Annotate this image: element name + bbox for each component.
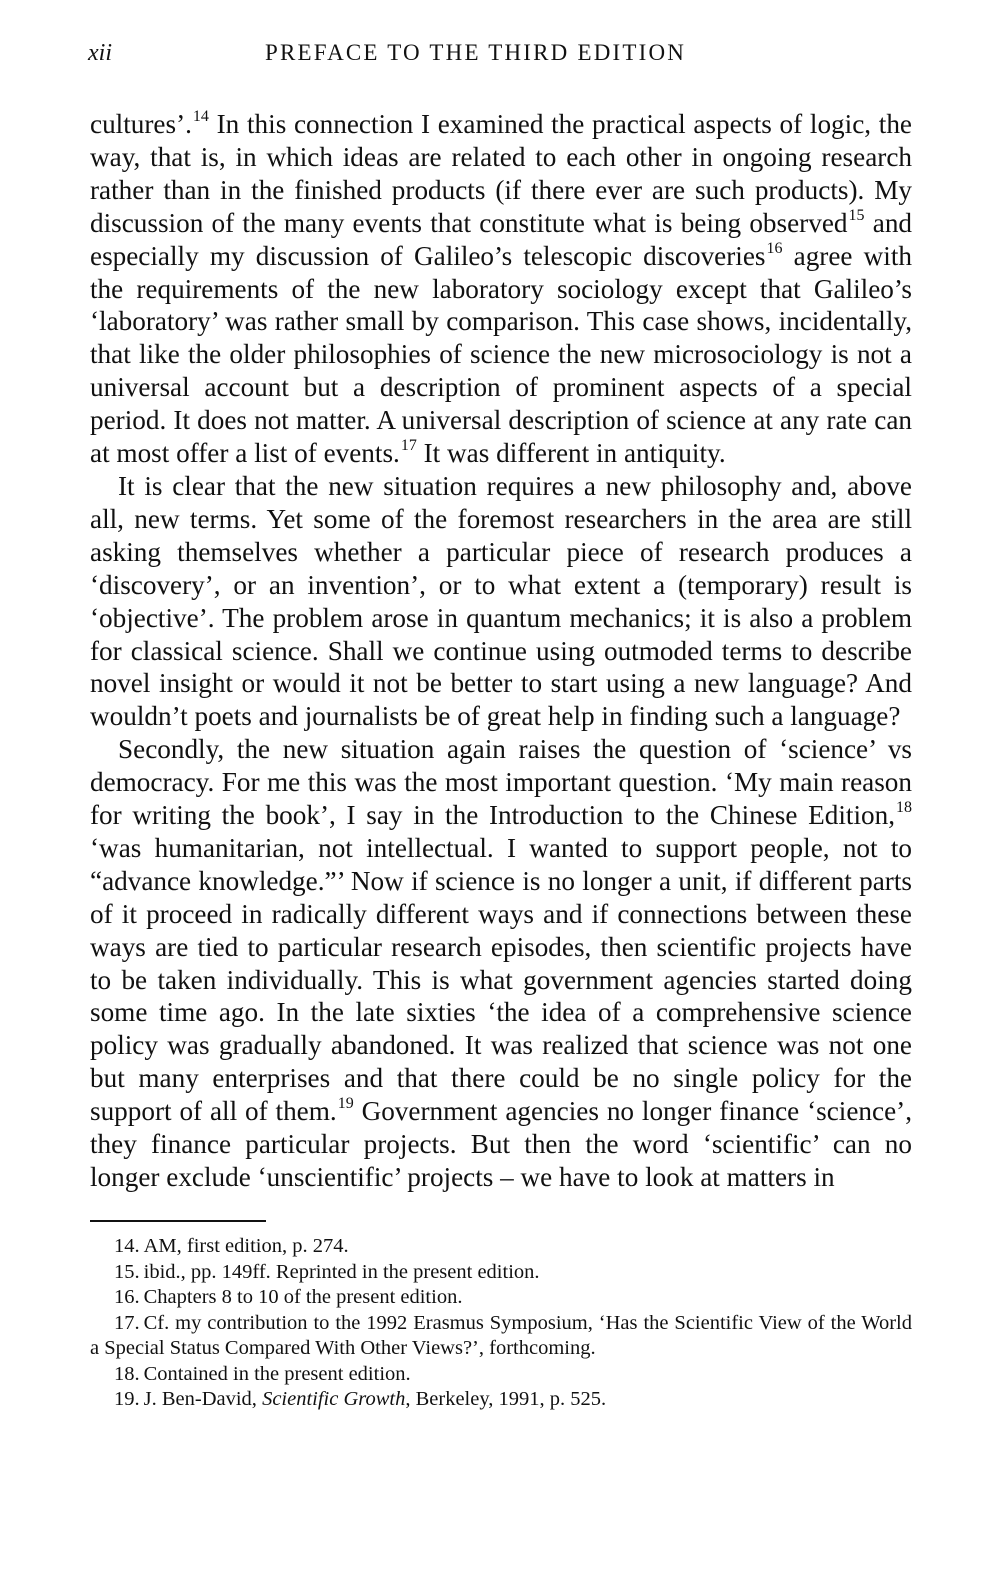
book-page [90,36,912,1413]
footnote-19 [90,1387,912,1413]
footnote-14 [90,1234,912,1260]
page-number: xii [88,40,112,66]
footnote-ref-19: 19 [337,1095,354,1113]
footnote-text: Cf. my contribution to the 1992 Erasmus Symposium, ‘Has the Scientific View of the World a Special Status Compared With Other Views?’, forthcoming. [90,1311,912,1360]
paragraph-1 [90,108,912,470]
footnote-number: 14. [114,1234,140,1257]
footnote-number: 15. [114,1260,140,1283]
text-run: Secondly, the new situation again raises the question of ‘science’ vs democracy. For me this was the most important question. ‘My main reason for writing the book’, I say in the Introduction to the Chinese Edition, [90,734,912,831]
footnote-ref-15: 15 [848,206,865,224]
running-head-title: PREFACE TO THE THIRD EDITION [265,40,687,65]
text-run: It was different in antiquity. [416,438,726,469]
footnote-text: ibid., pp. 149ff. Reprinted in the present edition. [143,1260,540,1283]
paragraph-3 [90,733,912,1194]
footnote-number: 16. [114,1286,140,1309]
text-run: agree with the requirements of the new laboratory sociology except that Galileo’s ‘laboratory’ was rather small by comparison. This case shows, incidentally, that like the older philosophies of science the new microsociology is not a universal account but a description of prominent aspects of a special period. It does not matter. A universal description of science at any rate can at most offer a list of events. [90,240,912,469]
footnote-ref-17: 17 [400,437,417,455]
footnote-number: 18. [114,1362,140,1385]
footnote-citation: , Berkeley, 1991, p. 525. [405,1388,607,1411]
footnote-divider [90,1220,266,1222]
footnote-18 [90,1362,912,1388]
footnote-ref-18: 18 [896,799,912,817]
text-run: Government agencies no longer finance ‘science’, they finance particular projects. But then the word ‘scientific’ can no longer exclude ‘unscientific’ projects – we have to look at matters in [90,1096,912,1192]
body-text [90,108,912,1194]
footnote-17 [90,1311,912,1362]
footnote-15 [90,1260,912,1286]
footnote-ref-16: 16 [766,239,783,257]
paragraph-2: It is clear that the new situation requires a new philosophy and, above all, new terms. Yet some of the foremost researchers in the area are still asking themselves whether a particular piece of research produces a ‘discovery’, or an invention’, or to what extent a (temporary) result is ‘objective’. The problem arose in quantum mechanics; it is also a problem for classical science. Shall we continue using outmoded terms to describe novel insight or would it not be better to start using a new language? And wouldn’t poets and journalists be of great help in finding such a language? [90,470,912,732]
footnote-number: 17. [114,1311,140,1334]
footnote-16 [90,1285,912,1311]
running-head [90,36,912,76]
text-run: cultures’. [90,109,192,139]
footnote-text: Contained in the present edition. [143,1362,411,1385]
footnotes [90,1234,912,1413]
text-run: and especially my discussion of Galileo’s telescopic discoveries [90,207,913,271]
footnote-number: 19. [114,1388,140,1411]
footnote-author: J. Ben-David, [143,1388,263,1411]
footnote-text: AM, first edition, p. 274. [143,1234,349,1257]
footnote-book-title: Scientific Growth [262,1388,406,1411]
footnote-text: Chapters 8 to 10 of the present edition. [143,1286,463,1309]
footnote-ref-14: 14 [192,108,209,125]
text-run: In this connection I examined the practical aspects of logic, the way, that is, in which ideas are related to each other in ongoing research rather than in the finished products (if there ever are such products). My discussion of the many events that constitute what is being observed [90,109,912,238]
text-run: ‘was humanitarian, not intellectual. I wanted to support people, not to “advance knowledge.”’ Now if science is no longer a unit, if different parts of it proceed in radically different ways and if connections between these ways are tied to particular research episodes, then scientific projects have to be taken individually. This is what government agencies started doing some time ago. In the late sixties ‘the idea of a comprehensive science policy was gradually abandoned. It was realized that science was not one but many enterprises and that there could be no single policy for the support of all of them. [90,832,912,1127]
